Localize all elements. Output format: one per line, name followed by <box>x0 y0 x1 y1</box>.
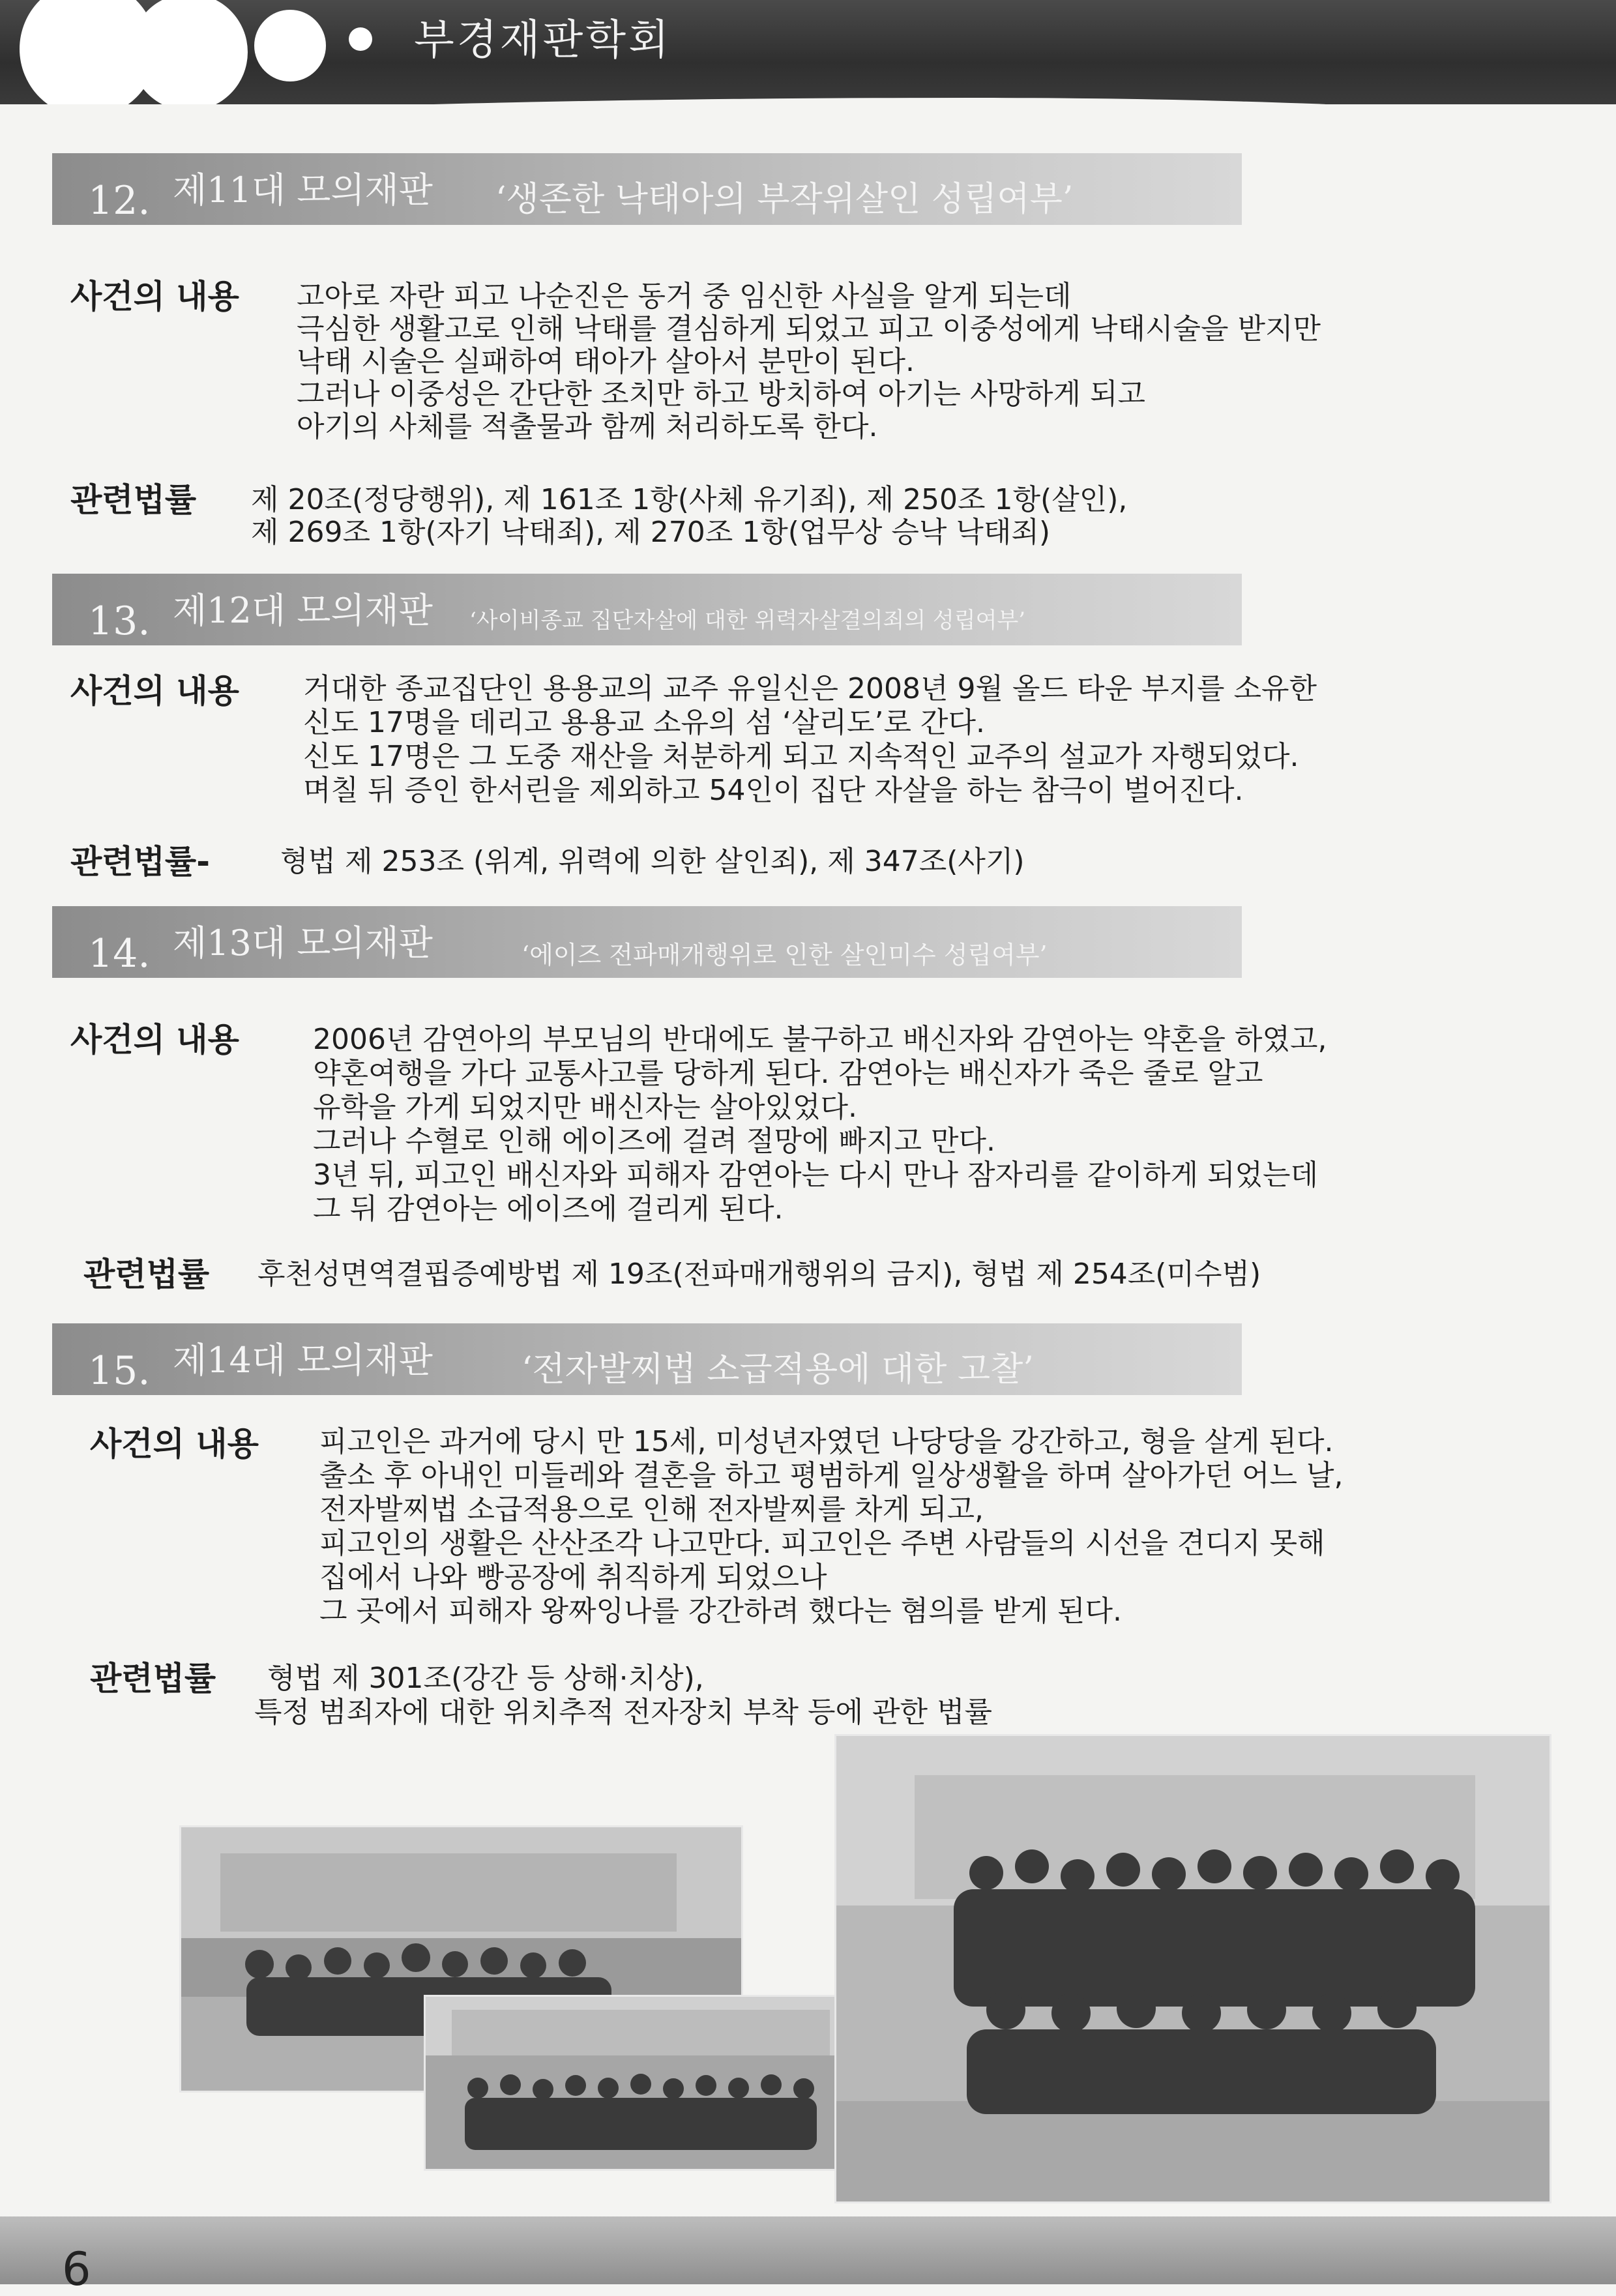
content-line: 피고인의 생활은 산산조각 나고만다. 피고인은 주변 사람들의 시선을 견디지 못해 <box>319 1527 1325 1560</box>
section-number: 14. <box>88 931 151 977</box>
content-line: 2006년 감연아의 부모님의 반대에도 불구하고 배신자와 감연아는 약혼을 하였고, <box>313 1023 1327 1056</box>
content-line: 신도 17명은 그 도중 재산을 처분하게 되고 지속적인 교주의 설교가 자행되었다. <box>303 740 1299 773</box>
content-line: 약혼여행을 가다 교통사고를 당하게 된다. 감연아는 배신자가 죽은 줄로 알고 <box>313 1057 1263 1090</box>
content-line: 극심한 생활고로 인해 낙태를 결심하게 되었고 피고 이중성에게 낙태시술을 받지만 <box>297 312 1321 346</box>
content-label: 사건의 내용 <box>70 672 239 710</box>
section-case-title: ‘사이비종교 집단자살에 대한 위력자살결의죄의 성립여부’ <box>469 608 1026 634</box>
law-line: 제 20조(정당행위), 제 161조 1항(사체 유기죄), 제 250조 1항(살인), <box>251 483 1128 516</box>
section-number: 12. <box>88 178 151 224</box>
section-13-title-bar <box>52 574 1242 645</box>
photo-icon <box>426 1997 854 2171</box>
header-wave <box>0 98 1616 104</box>
section-generation: 제13대 모의재판 <box>173 922 433 964</box>
law-line: 후천성면역결핍증예방법 제 19조(전파매개행위의 금지), 형법 제 254조(미수범) <box>257 1258 1261 1291</box>
law-label: 관련법률 <box>90 1660 216 1698</box>
law-label: 관련법률- <box>70 843 210 881</box>
page-number: 6 <box>62 2243 91 2296</box>
content-line: 고아로 자란 피고 나순진은 동거 중 임신한 사실을 알게 되는데 <box>297 280 1072 313</box>
header-title: 부경재판학회 <box>414 16 671 65</box>
header-circle-small <box>254 10 326 81</box>
law-line: 형법 제 301조(강간 등 상해·치상), <box>267 1662 704 1695</box>
content-line: 그러나 이중성은 간단한 조치만 하고 방치하여 아기는 사망하게 되고 <box>297 377 1145 411</box>
content-line: 그러나 수혈로 인해 에이즈에 걸려 절망에 빠지고 만다. <box>313 1125 995 1158</box>
section-case-title: ‘에이즈 전파매개행위로 인한 살인미수 성립여부’ <box>522 941 1048 969</box>
content-label: 사건의 내용 <box>70 278 239 316</box>
content-label: 사건의 내용 <box>90 1425 259 1463</box>
section-generation: 제14대 모의재판 <box>173 1340 433 1381</box>
section-12-title-bar <box>52 153 1242 225</box>
content-line: 유학을 가게 되었지만 배신자는 살아있었다. <box>313 1091 858 1124</box>
law-line: 제 269조 1항(자기 낙태죄), 제 270조 1항(업무상 승낙 낙태죄) <box>251 516 1051 549</box>
section-number: 13. <box>88 598 151 644</box>
page-header <box>0 0 1616 104</box>
section-generation: 제11대 모의재판 <box>173 169 433 211</box>
law-line: 특정 범죄자에 대한 위치추적 전자장치 부착 등에 관한 법률 <box>254 1696 992 1729</box>
page-footer <box>0 2216 1616 2284</box>
section-case-title: ‘전자발찌법 소급적용에 대한 고찰’ <box>522 1350 1034 1389</box>
content-line: 그 뒤 감연아는 에이즈에 걸리게 된다. <box>313 1192 784 1226</box>
content-line: 그 곳에서 피해자 왕짜잉나를 강간하려 했다는 혐의를 받게 된다. <box>319 1595 1122 1628</box>
content-line: 전자발찌법 소급적용으로 인해 전자발찌를 차게 되고, <box>319 1493 984 1526</box>
content-label: 사건의 내용 <box>70 1021 239 1059</box>
section-generation: 제12대 모의재판 <box>173 590 433 631</box>
header-circle-medium <box>130 0 248 104</box>
law-label: 관련법률 <box>70 481 197 519</box>
header-dot <box>349 27 372 51</box>
law-line: 형법 제 253조 (위계, 위력에 의한 살인죄), 제 347조(사기) <box>280 845 1025 878</box>
law-label: 관련법률 <box>83 1256 210 1293</box>
content-line: 출소 후 아내인 미들레와 결혼을 하고 평범하게 일상생활을 하며 살아가던 어느 날, <box>319 1459 1344 1492</box>
section-15-title-bar <box>52 1323 1242 1395</box>
content-line: 거대한 종교집단인 용용교의 교주 유일신은 2008년 9월 올드 타운 부지를 소유한 <box>303 672 1317 705</box>
content-line: 아기의 사체를 적출물과 함께 처리하도록 한다. <box>297 410 878 443</box>
section-case-title: ‘생존한 낙태아의 부작위살인 성립여부’ <box>495 180 1074 219</box>
content-line: 피고인은 과거에 당시 만 15세, 미성년자였던 나당당을 강간하고, 형을 살게 된다. <box>319 1425 1334 1458</box>
content-line: 집에서 나와 빵공장에 취직하게 되었으나 <box>319 1561 827 1594</box>
content-line: 3년 뒤, 피고인 배신자와 피해자 감연아는 다시 만나 잠자리를 같이하게 되었는데 <box>313 1158 1318 1192</box>
content-line: 며칠 뒤 증인 한서린을 제외하고 54인이 집단 자살을 하는 참극이 벌어진다. <box>303 774 1244 807</box>
group-photo-large <box>834 1734 1551 2203</box>
photo-icon <box>836 1736 1551 2203</box>
section-14-title-bar <box>52 906 1242 978</box>
content-line: 신도 17명을 데리고 용용교 소유의 섬 ‘살리도’로 간다. <box>303 706 985 739</box>
section-number: 15. <box>88 1348 151 1394</box>
content-line: 낙태 시술은 실패하여 태아가 살아서 분만이 된다. <box>297 345 915 378</box>
group-photo-small <box>424 1995 854 2171</box>
